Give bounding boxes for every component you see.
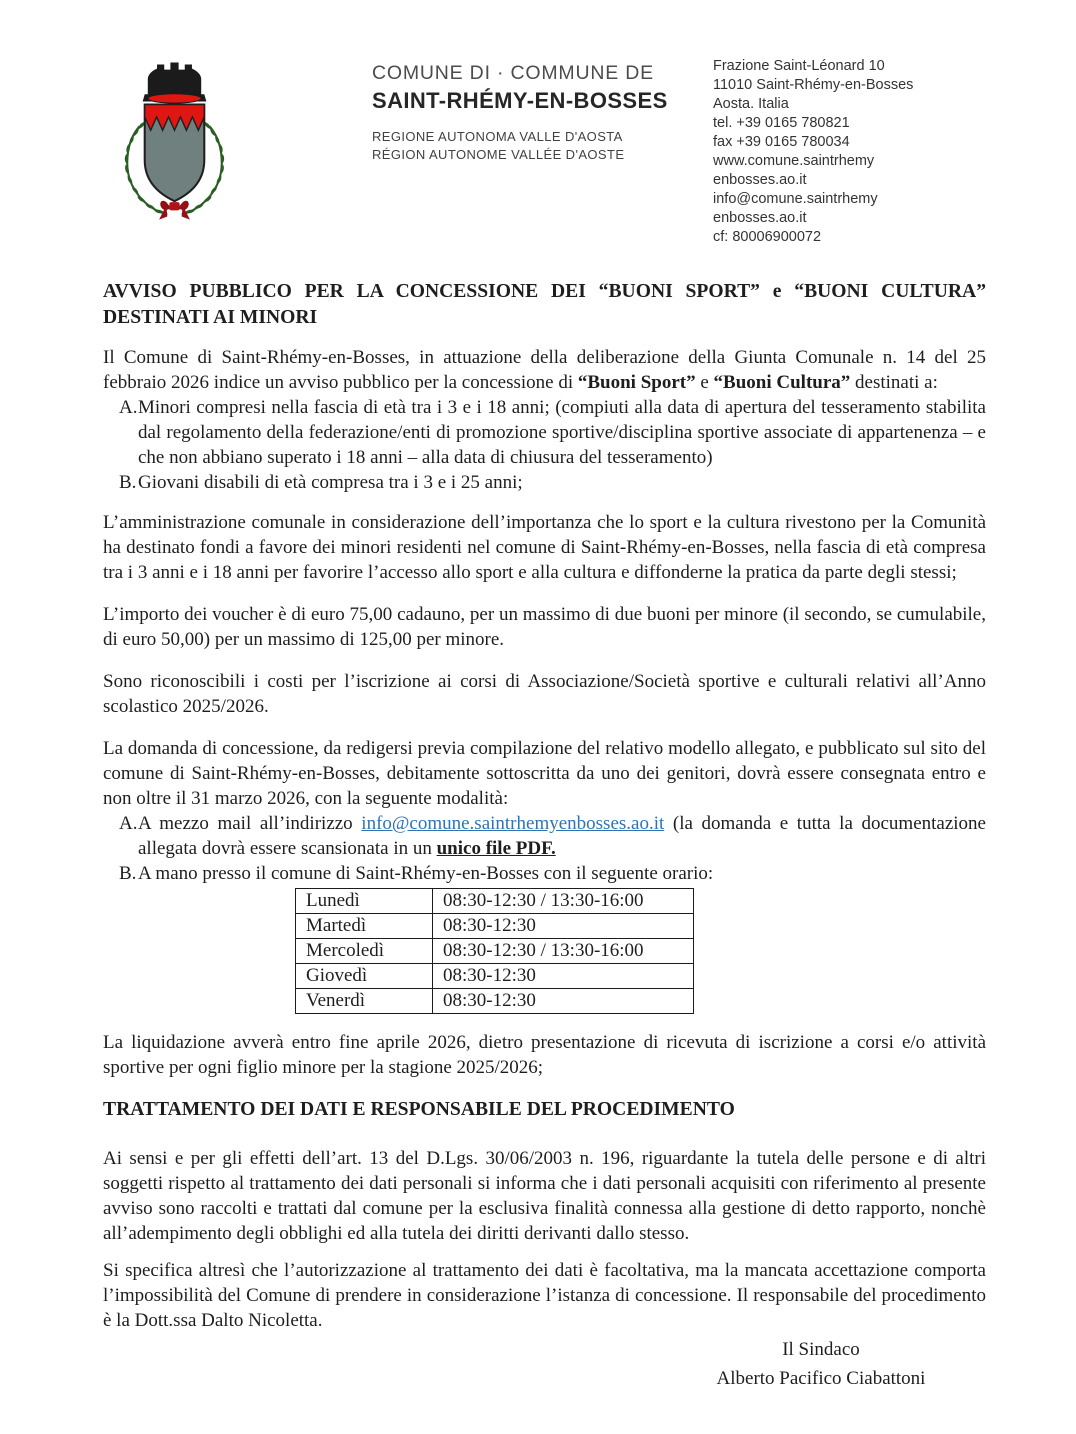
list-item-mano: [103, 861, 986, 886]
signer-role: Il Sindaco: [782, 1339, 860, 1360]
contact-line: info@comune.saintrhemy: [713, 191, 878, 207]
buoni-sport-term: “Buoni Sport”: [577, 372, 696, 393]
intro-text: destinati a:: [850, 372, 938, 393]
list-marker: B.: [119, 863, 137, 884]
contact-line: Frazione Saint-Léonard 10: [713, 58, 885, 74]
notice-body: [103, 279, 986, 1393]
notice-title: [103, 279, 986, 331]
list-marker: B.: [119, 472, 137, 493]
table-row: [296, 964, 694, 989]
voucher-amount-paragraph: L’importo dei voucher è di euro 75,00 cadauno, per un massimo di due buoni per minore (il secondo, se cumulabile, di euro 50,00) per un massimo di 125,00 per minore.: [103, 604, 986, 650]
day-cell: Lunedì: [296, 889, 433, 914]
day-cell: Giovedì: [296, 964, 433, 989]
liquidation-paragraph: La liquidazione avverà entro fine aprile 2026, dietro presentazione di ricevuta di iscrizione a corsi e/o attività sportive per ogni figlio minore per la stagione 2025/2026;: [103, 1032, 986, 1078]
list-item-text: A mezzo mail all’indirizzo: [138, 813, 362, 834]
signer-name: Alberto Pacifico Ciabattoni: [716, 1368, 926, 1389]
eligibility-list: [103, 395, 986, 495]
org-bilingual-label: COMUNE DI · COMMUNE DE: [372, 62, 654, 84]
list-item-text: Giovani disabili di età compresa tra i 3 e i 25 anni;: [138, 472, 523, 493]
intro-text: Il Comune di Saint-Rhémy-en-Bosses, in attuazione della deliberazione della Giunta Comunale n. 14 del 25 febbraio 2026 indice un avviso pubblico per la concessione di: [103, 347, 986, 393]
hours-cell: 08:30-12:30 / 13:30-16:00: [433, 889, 694, 914]
notice-title-line1: AVVISO PUBBLICO PER LA CONCESSIONE DEI “BUONI SPORT” e “BUONI CULTURA”: [103, 281, 986, 302]
day-cell: Venerdì: [296, 989, 433, 1014]
day-cell: Mercoledì: [296, 939, 433, 964]
notice-title-line2: DESTINATI AI MINORI: [103, 307, 318, 328]
administration-paragraph: L’amministrazione comunale in considerazione dell’importanza che lo sport e la cultura rivestono per la Comunità ha destinato fondi a favore dei minori residenti nel comune di Saint-Rhémy-en-Bosses, nella fascia di età compresa tra i 3 anni e i 18 anni per favorire l’accesso allo sport e alla cultura e diffonderne la pratica da parte degli stessi;: [103, 512, 986, 583]
contact-line: enbosses.ao.it: [713, 210, 807, 226]
contact-line: Aosta. Italia: [713, 96, 789, 112]
privacy-paragraph-1: Ai sensi e per gli effetti dell’art. 13 del D.Lgs. 30/06/2003 n. 196, riguardante la tutela delle persone e di altri soggetti rispetto al trattamento dei dati personali si informa che i dati personali acquisiti con riferimento al presente avviso sono raccolti e trattati dal comune per la esclusiva finalità connessa alla gestione di detto rapporto, nonchè all’adempimento degli obblighi ed alla tutela dei diritti derivanti dallo stesso.: [103, 1148, 986, 1244]
recognized-costs-paragraph: Sono riconoscibili i costi per l’iscrizione ai corsi di Associazione/Società sportive e culturali relativi all’Anno scolastico 2025/2026.: [103, 671, 986, 717]
privacy-section-heading: TRATTAMENTO DEI DATI E RESPONSABILE DEL PROCEDIMENTO: [103, 1099, 735, 1120]
intro-text: e: [695, 372, 714, 393]
list-item-text: (la domanda e tutta la documentazione allegata dovrà essere scansionata in un: [138, 813, 986, 859]
contact-line: tel. +39 0165 780821: [713, 115, 850, 131]
org-name: SAINT-RHÉMY-EN-BOSSES: [372, 88, 668, 113]
table-row: [296, 889, 694, 914]
mural-crown-icon: [143, 62, 207, 103]
region-line-fr: RÉGION AUTONOME VALLÉE D'AOSTE: [372, 147, 625, 162]
day-cell: Martedì: [296, 914, 433, 939]
application-paragraph: La domanda di concessione, da redigersi previa compilazione del relativo modello allegato, e pubblicato sul sito del comune di Saint-Rhémy-en-Bosses, debitamente sottoscritta da uno dei genitori, dovrà essere consegnata entro e non oltre il 31 marzo 2026, con la seguente modalità:: [103, 738, 986, 809]
contact-line: fax +39 0165 780034: [713, 134, 850, 150]
ribbon-icon: [159, 201, 190, 220]
table-row: [296, 989, 694, 1014]
hours-cell: 08:30-12:30 / 13:30-16:00: [433, 939, 694, 964]
submission-list: [103, 811, 986, 886]
email-link[interactable]: info@comune.saintrhemyenbosses.ao.it: [361, 813, 665, 834]
hours-cell: 08:30-12:30: [433, 914, 694, 939]
region-line-it: REGIONE AUTONOMA VALLE D'AOSTA: [372, 129, 623, 144]
list-item-disabili: [103, 470, 986, 495]
list-marker: A.: [119, 813, 138, 834]
table-row: [296, 914, 694, 939]
table-row: [296, 939, 694, 964]
intro-paragraph: [103, 345, 986, 395]
contact-line: cf: 80006900072: [713, 229, 822, 245]
list-item-text: A mano presso il comune di Saint-Rhémy-en-Bosses con il seguente orario:: [138, 863, 714, 884]
municipal-coat-of-arms-icon: [118, 57, 231, 222]
unique-pdf-emphasis: unico file PDF.: [436, 838, 556, 859]
letterhead-contact-block: [713, 57, 928, 247]
contact-line: www.comune.saintrhemy: [713, 153, 875, 169]
contact-line: 11010 Saint-Rhémy-en-Bosses: [713, 77, 914, 93]
shield-icon: [145, 105, 205, 202]
letterhead-org-block: [372, 62, 668, 162]
office-hours-table: [295, 888, 694, 1014]
list-item-text: Minori compresi nella fascia di età tra i 3 e i 18 anni; (compiuti alla data di apertura del tesseramento stabilita dal regolamento della federazione/enti di promozione sportive/disciplina sportive associate di appartenenza – e che non abbiano superato i 18 anni – alla data di chiusura del tesseramento): [138, 397, 986, 468]
list-item-mail: [103, 811, 986, 861]
list-marker: A.: [119, 397, 138, 418]
list-item-minori: [103, 395, 986, 470]
contact-line: enbosses.ao.it: [713, 172, 807, 188]
buoni-cultura-term: “Buoni Cultura”: [713, 372, 851, 393]
privacy-paragraph-2: Si specifica altresì che l’autorizzazione al trattamento dei dati è facoltativa, ma la mancata accettazione comporta l’impossibilità del Comune di prendere in considerazione l’istanza di concessione. Il responsabile del procedimento è la Dott.ssa Dalto Nicoletta.: [103, 1260, 986, 1331]
hours-cell: 08:30-12:30: [433, 964, 694, 989]
hours-cell: 08:30-12:30: [433, 989, 694, 1014]
signature-block: [656, 1335, 986, 1393]
